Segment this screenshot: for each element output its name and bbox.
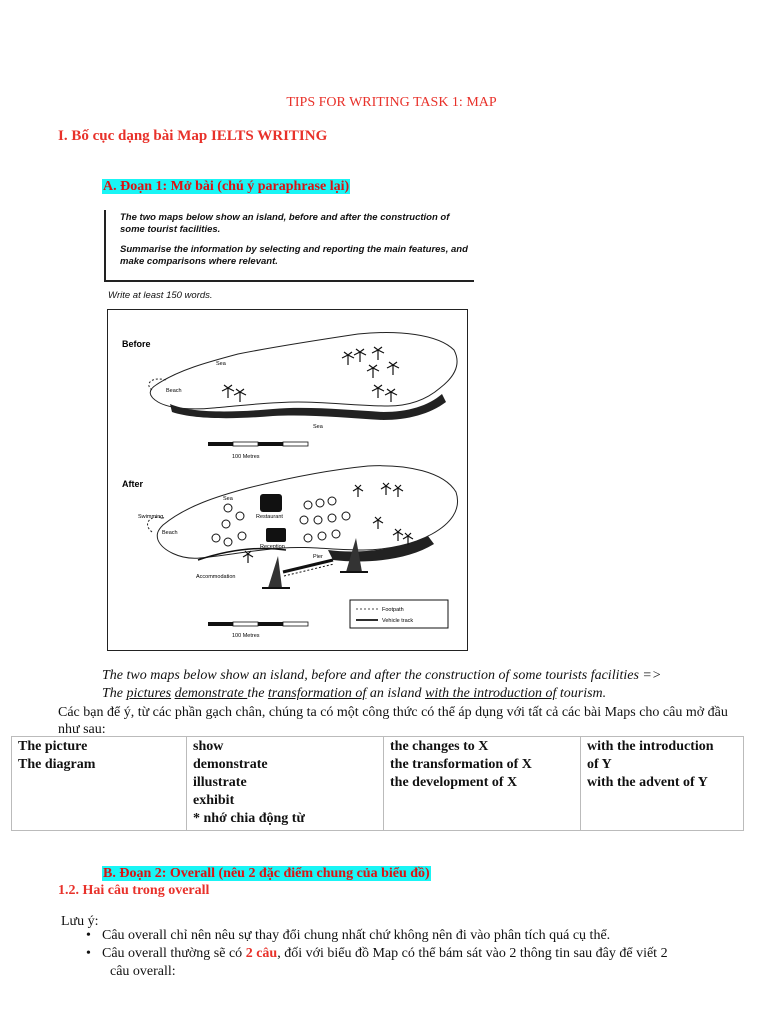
- section-b-heading: B. Đoạn 2: Overall (nêu 2 đặc điểm chung của biểu đồ): [103, 866, 430, 881]
- legend-footpath: Footpath: [382, 607, 404, 613]
- cell-line: * nhớ chia động từ: [193, 811, 305, 826]
- task-prompt-line2: Summarise the information by selecting and reporting the main features, and make comparisons where relevant.: [120, 244, 468, 267]
- before-label: Before: [122, 339, 151, 349]
- section-b-heading-wrap: [102, 866, 431, 882]
- section-a-heading: A. Đoạn 1: Mở bài (chú ý paraphrase lại): [103, 179, 350, 194]
- restaurant-label: Restaurant: [256, 514, 283, 520]
- note-2-text-c: , đối với biểu đồ Map có thể bám sát vào 2 thông tin sau đây để viết 2: [277, 946, 668, 961]
- cell-line: with the advent of Y: [587, 775, 708, 790]
- example-p3: the: [247, 686, 268, 701]
- note-label: Lưu ý:: [61, 914, 99, 929]
- cell-line: The picture: [18, 739, 88, 754]
- section-a-heading-wrap: [102, 179, 350, 195]
- sea-label-after: Sea: [223, 496, 233, 502]
- section-1-heading: I. Bố cục dạng bài Map IELTS WRITING: [58, 128, 328, 144]
- example-u1: pictures: [126, 686, 172, 701]
- map-figure: [107, 309, 468, 651]
- after-label: After: [122, 479, 144, 489]
- example-u2: demonstrate: [174, 686, 248, 701]
- note-2-text-a: Câu overall thường sẽ có: [102, 946, 246, 961]
- cell-line: show: [193, 739, 224, 754]
- beach-label-before: Beach: [166, 388, 182, 394]
- table-cell-object: [384, 737, 581, 831]
- bullet-icon: •: [86, 946, 91, 961]
- cell-line: demonstrate: [193, 757, 268, 772]
- intro-formula-note: Các bạn để ý, từ các phần gạch chân, chúng ta có một công thức có thể áp dụng với tất cả các bài Maps cho câu mở đầu như sau:: [58, 705, 728, 737]
- table-cell-subject: [12, 737, 187, 831]
- phrase-table: [11, 736, 744, 831]
- island-before-shape: [150, 333, 457, 409]
- sub-heading: 1.2. Hai câu trong overall: [58, 883, 210, 898]
- island-maps-illustration: [108, 310, 467, 650]
- scale-bar-after: [208, 622, 308, 639]
- restaurant-building: [260, 494, 282, 512]
- example-original-sentence: The two maps below show an island, before and after the construction of some tourists facilities =>: [102, 668, 662, 683]
- cell-line: the changes to X: [390, 739, 489, 754]
- example-p5: tourism.: [556, 686, 607, 701]
- task-prompt-line1: The two maps below show an island, before and after the construction of some tourist facilities.: [120, 212, 450, 235]
- word-count-text: Write at least 150 words.: [108, 290, 213, 301]
- cell-line: the transformation of X: [390, 757, 532, 772]
- pier-label: Pier: [313, 554, 323, 560]
- page-title: TIPS FOR WRITING TASK 1: MAP: [286, 95, 497, 110]
- sea-label-before-top: Sea: [216, 361, 226, 367]
- cell-line: the development of X: [390, 775, 518, 790]
- example-p4: an island: [366, 686, 426, 701]
- cell-line: The diagram: [18, 757, 96, 772]
- note-2-text-d: câu overall:: [110, 964, 176, 979]
- table-cell-verb: [187, 737, 384, 831]
- list-item: [86, 945, 726, 981]
- scale-label-before: 100 Metres: [232, 454, 260, 460]
- bullet-icon: •: [86, 928, 91, 943]
- scale-bar-before: [208, 442, 308, 460]
- example-paraphrase-sentence: [102, 686, 742, 702]
- table-cell-extension: [581, 737, 744, 831]
- cell-line: with the introduction: [587, 739, 714, 754]
- example-u3: transformation of: [267, 686, 367, 701]
- cell-line: exhibit: [193, 793, 235, 808]
- cell-line: illustrate: [193, 775, 247, 790]
- swimming-label: Swimming: [138, 514, 164, 520]
- notes-list: [86, 927, 726, 981]
- reception-building: [266, 528, 286, 542]
- map-legend: [350, 600, 448, 628]
- table-row: [12, 737, 744, 831]
- cell-line: of Y: [587, 757, 612, 772]
- note-2-emphasis: 2 câu: [245, 946, 278, 961]
- pier: [283, 560, 334, 576]
- legend-vehicle-track: Vehicle track: [382, 618, 414, 624]
- sea-label-before-bottom: Sea: [313, 424, 323, 430]
- note-1-text: Câu overall chỉ nên nêu sự thay đổi chung nhất chứ không nên đi vào phân tích quá cụ thể.: [102, 928, 611, 943]
- task-prompt-box: [104, 210, 474, 282]
- example-u4: with the introduction of: [425, 686, 557, 701]
- reception-label: Reception: [260, 544, 285, 550]
- accommodation-label: Accommodation: [196, 574, 236, 580]
- example-p1: The: [102, 686, 127, 701]
- list-item: [86, 927, 726, 945]
- beach-label-after: Beach: [162, 530, 178, 536]
- scale-label-after: 100 Metres: [232, 633, 260, 639]
